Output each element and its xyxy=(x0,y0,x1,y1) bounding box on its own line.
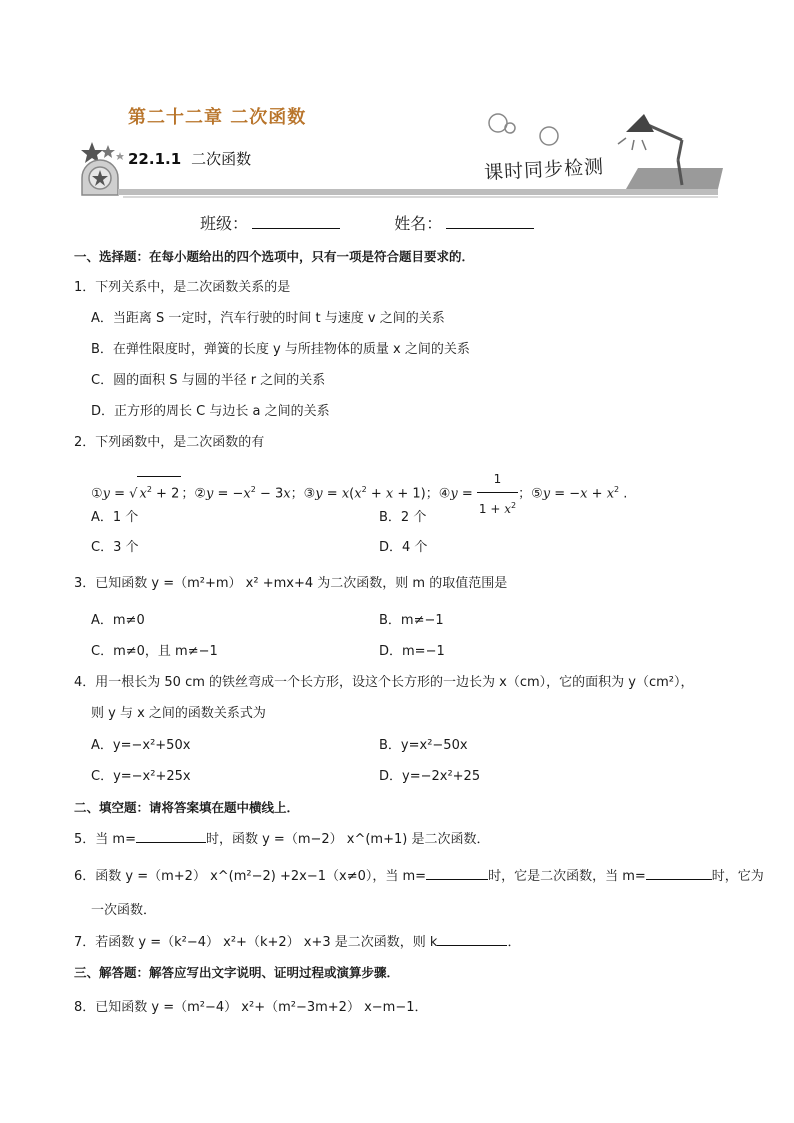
q7-post: ． xyxy=(507,935,521,950)
q3-option-b: B．m≠−1 xyxy=(379,613,444,628)
q3-option-c: C．m≠0，且 m≠−1 xyxy=(91,644,218,659)
q1-option-a: A．当距离 S 一定时，汽车行驶的时间 t 与速度 v 之间的关系 xyxy=(91,311,445,326)
q1-option-d: D．正方形的周长 C 与边长 a 之间的关系 xyxy=(91,404,330,419)
section2-heading: 二、填空题：请将答案填在题中横线上． xyxy=(74,800,300,815)
q4-option-b: B．y=x²−50x xyxy=(379,738,468,753)
q3-stem: 3．已知函数 y =（m²+m） x² +mx+4 为二次函数，则 m 的取值范围是 xyxy=(74,576,508,591)
q1-option-b: B．在弹性限度时，弹簧的长度 y 与所挂物体的质量 x 之间的关系 xyxy=(91,342,470,357)
class-label: 班级： xyxy=(200,214,249,233)
q6-mid: 时，它是二次函数，当 m= xyxy=(488,869,646,884)
q1-stem: 1．下列关系中，是二次函数关系的是 xyxy=(74,280,291,295)
q5-answer-blank[interactable] xyxy=(136,830,206,843)
q5 xyxy=(74,830,489,849)
q8-stem: 8．已知函数 y =（m²−4） x²+（m²−3m+2） x−m−1． xyxy=(74,1000,428,1015)
q2-option-d: D．4 个 xyxy=(379,540,428,555)
q5-pre: 5．当 m= xyxy=(74,832,136,847)
section3-heading: 三、解答题：解答应写出文字说明、证明过程或演算步骤． xyxy=(74,965,400,980)
q4-option-d: D．y=−2x²+25 xyxy=(379,769,481,784)
q2-option-b: B．2 个 xyxy=(379,510,427,525)
q4-option-a: A．y=−x²+50x xyxy=(91,738,191,753)
star-icon xyxy=(101,145,115,158)
q1-option-c: C．圆的面积 S 与圆的半径 r 之间的关系 xyxy=(91,373,326,388)
q7-pre: 7．若函数 y =（k²−4） x²+（k+2） x+3 是二次函数，则 k xyxy=(74,935,438,950)
q3-option-a: A．m≠0 xyxy=(91,613,145,628)
q6-answer-blank-1[interactable] xyxy=(426,867,488,880)
q4-option-c: C．y=−x²+25x xyxy=(91,769,191,784)
q2-formulas: ①y = √ $x^2 + 2$ ；②y = $-x^2 - 3x$；③y = $x(x^2 + x + 1)$；④y = $\frac{1}{1 + x^2}$ ；⑤y = $-x + x^2$ . xyxy=(91,466,627,522)
q2-stem: 2．下列函数中，是二次函数的有 xyxy=(74,435,265,450)
q3-option-d: D．m=−1 xyxy=(379,644,445,659)
q2-option-a: A．1 个 xyxy=(91,510,139,525)
name-label: 姓名： xyxy=(394,214,443,233)
star-icon xyxy=(116,152,124,160)
q7 xyxy=(74,933,520,952)
name-blank[interactable] xyxy=(446,214,534,229)
q7-answer-blank[interactable] xyxy=(437,933,507,946)
q5-post: 时，函数 y =（m−2） x^(m+1) 是二次函数． xyxy=(205,832,490,847)
section-title xyxy=(128,148,251,169)
student-info-row xyxy=(200,211,534,234)
section-name: 二次函数 xyxy=(191,150,252,168)
q6-line2: 一次函数． xyxy=(91,903,157,918)
q2-option-c: C．3 个 xyxy=(91,540,139,555)
q6-pre: 6．函数 y =（m+2） x^(m²−2) +2x−1（x≠0），当 m= xyxy=(74,869,427,884)
chapter-title: 第二十二章 二次函数 xyxy=(128,107,307,128)
q6-post: 时，它为 xyxy=(711,869,764,884)
section-number: 22.1.1 xyxy=(128,150,182,168)
class-blank[interactable] xyxy=(252,214,340,229)
q4-stem-line1: 4．用一根长为 50 cm 的铁丝弯成一个长方形，设这个长方形的一边长为 x（cm），它的面积为 y（cm²）， xyxy=(74,675,694,690)
q6-answer-blank-2[interactable] xyxy=(646,867,712,880)
q6-line1 xyxy=(74,867,764,886)
section1-heading: 一、选择题：在每小题给出的四个选项中，只有一项是符合题目要求的． xyxy=(74,249,475,264)
banner-text: 课时同步检测 xyxy=(483,155,605,185)
q4-stem-line2: 则 y 与 x 之间的函数关系式为 xyxy=(91,706,266,721)
